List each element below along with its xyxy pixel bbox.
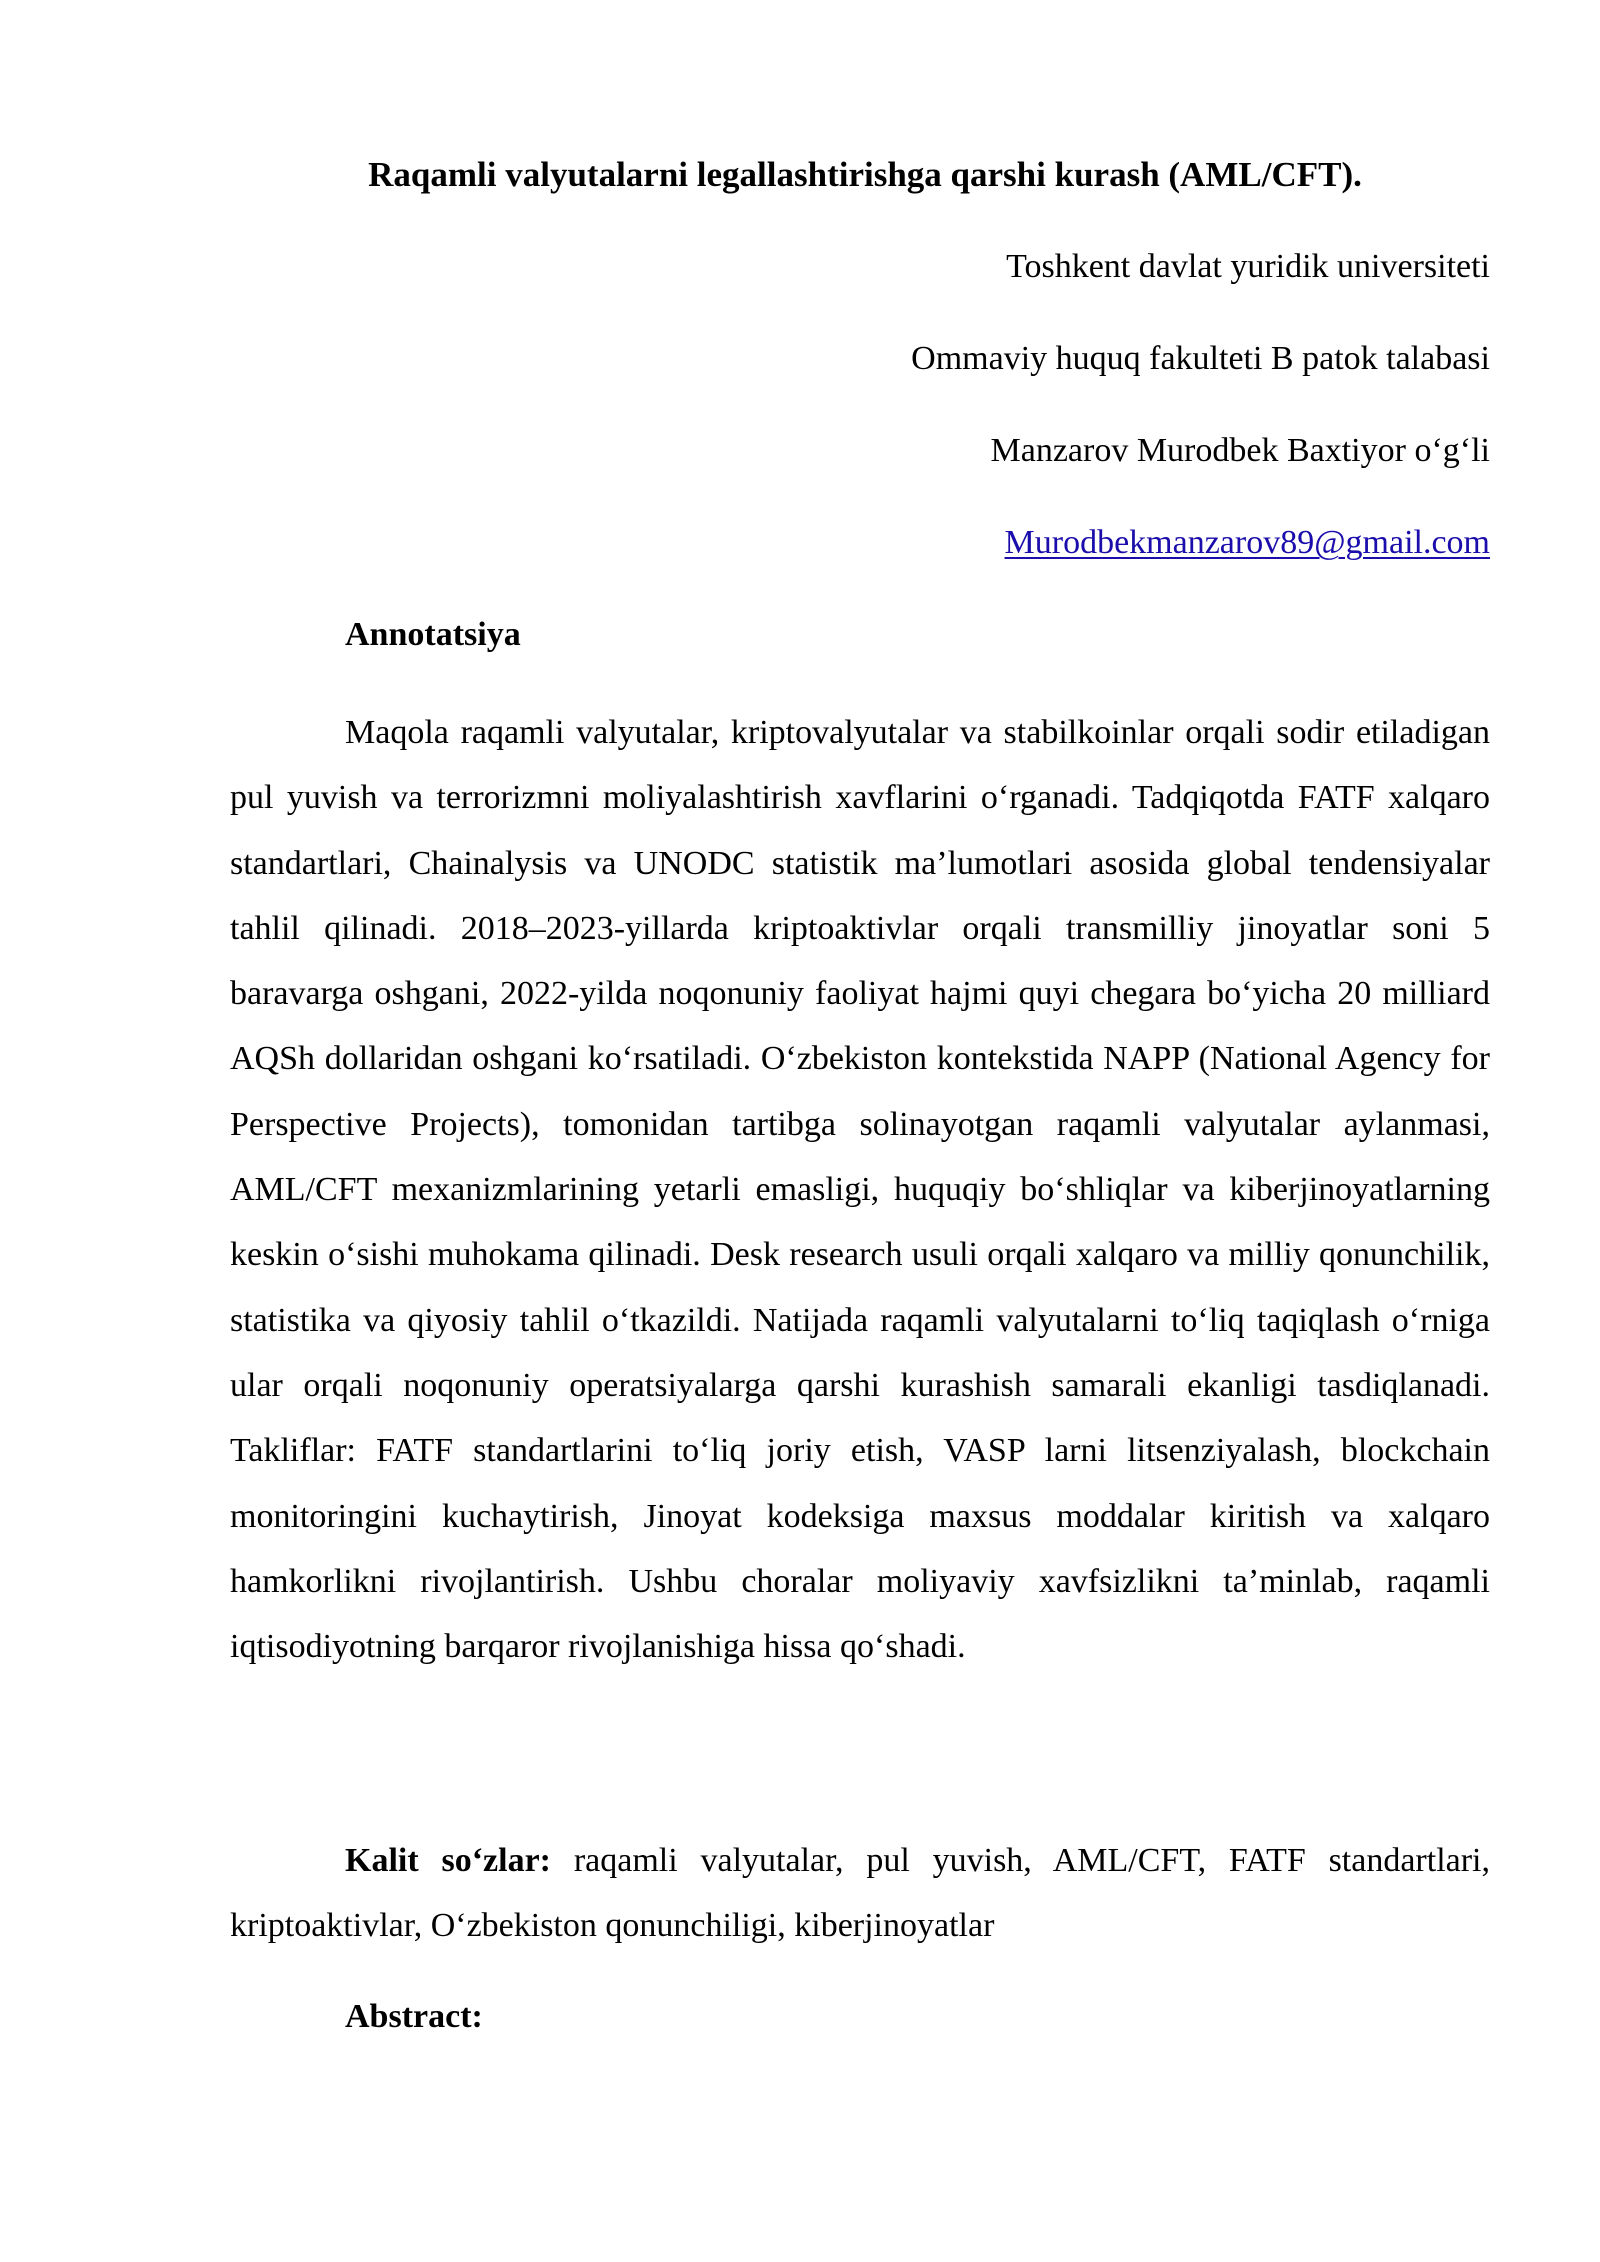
author-faculty: Ommaviy huquq fakulteti B patok talabasi xyxy=(911,340,1490,377)
keywords-paragraph xyxy=(230,1828,1490,1958)
annotation-paragraph xyxy=(230,700,1490,1679)
abstract-heading: Abstract: xyxy=(345,1998,483,2035)
author-email-line xyxy=(1005,518,1490,568)
keywords-text: raqamli valyutalar, pul yuvish, AML/CFT, FATF standartlari, kriptoaktivlar, O‘zbekiston qonunchiligi, kiberjinoyatlar xyxy=(230,1842,1490,1944)
annotation-text: Maqola raqamli valyutalar, kriptovalyutalar va stabilkoinlar orqali sodir etiladigan pul yuvish va terrorizmni moliyalashtirish xavflarini o‘rganadi. Tadqiqotda FATF xalqaro standartlari, Chainalysis va UNODC statistik ma’lumotlari asosida global tendensiyalar tahlil qilinadi. 2018–2023-yillarda kriptoaktivlar orqali transmilliy jinoyatlar soni 5 baravarga oshgani, 2022-yilda noqonuniy faoliyat hajmi quyi chegara bo‘yicha 20 milliard AQSh dollaridan oshgani ko‘rsatiladi. O‘zbekiston kontekstida NAPP (National Agency for Perspective Projects), tomonidan tartibga solinayotgan raqamli valyutalar aylanmasi, AML/CFT mexanizmlarining yetarli emasligi, huquqiy bo‘shliqlar va kiberjinoyatlarning keskin o‘sishi muhokama qilinadi. Desk research usuli orqali xalqaro va milliy qonunchilik, statistika va qiyosiy tahlil o‘tkazildi. Natijada raqamli valyutalarni to‘liq taqiqlash o‘rniga ular orqali noqonuniy operatsiyalarga qarshi kurashish samarali ekanligi tasdiqlanadi. Takliflar: FATF standartlarini to‘liq joriy etish, VASP larni litsenziyalash, blockchain monitoringini kuchaytirish, Jinoyat kodeksiga maxsus moddalar kiritish va xalqaro hamkorlikni rivojlantirish. Ushbu choralar moliyaviy xavfsizlikni ta’minlab, raqamli iqtisodiyotning barqaror rivojlanishiga hissa qo‘shadi. xyxy=(230,714,1490,1666)
author-name: Manzarov Murodbek Baxtiyor o‘g‘li xyxy=(990,432,1490,469)
annotation-heading: Annotatsiya xyxy=(345,616,521,653)
author-university: Toshkent davlat yuridik universiteti xyxy=(1006,248,1490,285)
paper-title: Raqamli valyutalarni legallashtirishga qarshi kurash (AML/CFT). xyxy=(368,155,1362,194)
author-email-link[interactable]: Murodbekmanzarov89@gmail.com xyxy=(1004,524,1490,561)
keywords-label: Kalit so‘zlar: xyxy=(345,1842,551,1879)
